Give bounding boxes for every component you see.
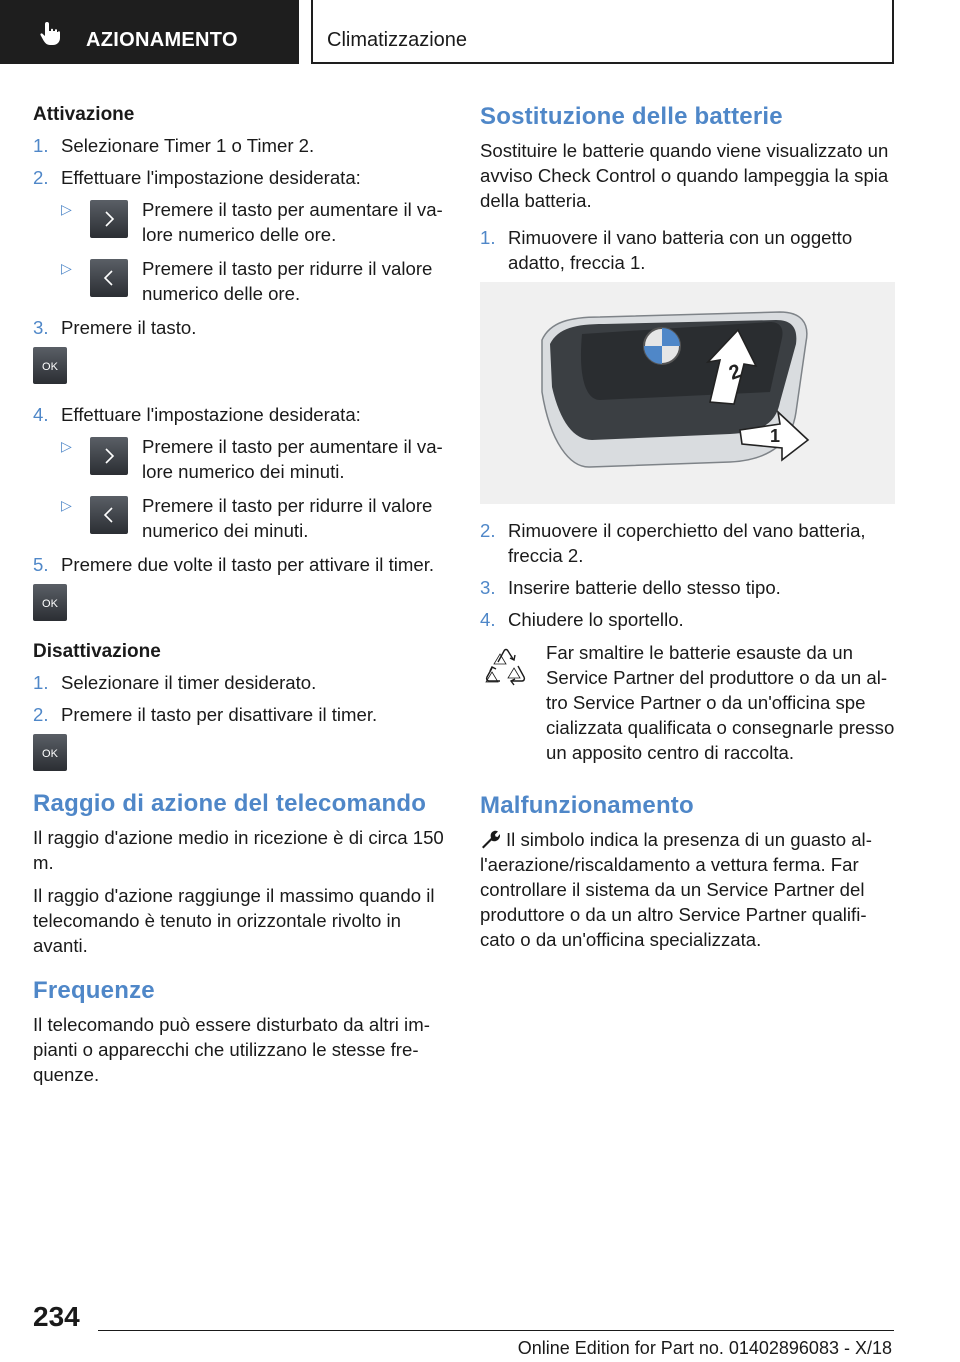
hand-pointer-icon — [38, 20, 64, 46]
activation-title: Attivazione — [33, 104, 135, 125]
ok-button-icon — [33, 584, 67, 621]
battery-heading: Sostituzione delle batterie — [480, 103, 783, 130]
bullet-item: ▷ Premere il tasto per ridurre il valore numerico dei minuti. — [61, 495, 433, 541]
ok-button-icon — [33, 347, 67, 384]
malfunction-paragraph — [480, 827, 895, 952]
list-item: 4. Effettuare l'impostazione desiderata: — [33, 404, 361, 425]
ok-label: OK — [42, 598, 58, 610]
recycling-text-continued: cializzata qualificata o consegnarle presso un apposito centro di raccolta. — [546, 717, 895, 763]
bullet-item: ▷ Premere il tasto per aumentare il valore numerico dei minuti. — [61, 436, 443, 482]
topic-header — [311, 0, 894, 64]
key-fob-illustration — [480, 282, 895, 504]
chevron-right-button-icon — [90, 437, 128, 475]
recycling-note — [480, 640, 895, 765]
recycle-icon — [480, 642, 532, 694]
malfunction-heading: Malfunzionamento — [480, 792, 694, 819]
range-paragraph: Il raggio d'azione medio in ricezione è di circa 150 m. — [33, 827, 444, 873]
list-item: 1. Selezionare il timer desiderato. — [33, 672, 317, 693]
list-item: 2. Premere il tasto per disattivare il timer. — [33, 704, 378, 725]
footer-divider — [98, 1330, 894, 1331]
chevron-left-button-icon — [90, 259, 128, 297]
list-item: 2. Rimuovere il coperchietto del vano batteria, freccia 2. — [480, 520, 866, 566]
arrow-2-label: 2 — [726, 360, 745, 385]
edition-note: Online Edition for Part no. 01402896083 - X/18 — [517, 1338, 892, 1358]
page-number: 234 — [33, 1301, 80, 1332]
triangle-bullet-icon: ▷ — [61, 438, 72, 454]
frequency-paragraph: Il telecomando può essere disturbato da altri impianti o apparecchi che utilizzano le stesse frequenze. — [33, 1014, 430, 1085]
triangle-bullet-icon: ▷ — [61, 497, 72, 513]
deactivation-title: Disattivazione — [33, 641, 161, 662]
section-tab — [0, 0, 299, 64]
list-item: 2. Effettuare l'impostazione desiderata: — [33, 167, 361, 188]
topic-label: Climatizzazione — [327, 29, 468, 51]
list-item: 4. Chiudere lo sportello. — [480, 609, 684, 630]
battery-intro: Sostituire le batterie quando viene visualizzato un avviso Check Control o quando lampeggia la spia della batteria. — [480, 140, 889, 211]
list-item: 3. Inserire batterie dello stesso tipo. — [480, 577, 781, 598]
wrench-icon — [480, 829, 500, 849]
recycling-text: Far smaltire le batterie esauste da un Service Partner del produttore o da un altro Service Partner o da un'officina spe — [546, 642, 888, 713]
list-item: 1. Rimuovere il vano batteria con un oggetto adatto, freccia 1. — [480, 227, 853, 273]
ok-label: OK — [42, 361, 58, 373]
bullet-item: ▷ Premere il tasto per ridurre il valore numerico delle ore. — [61, 258, 433, 304]
ok-button-icon — [33, 734, 67, 771]
range-heading: Raggio di azione del telecomando — [33, 790, 427, 817]
list-item: 5. Premere due volte il tasto per attivare il timer. — [33, 554, 435, 575]
range-paragraph: Il raggio d'azione raggiunge il massimo quando il telecomando è tenuto in orizzontale rivolto in avanti. — [33, 885, 435, 956]
list-item: 3. Premere il tasto. — [33, 317, 197, 338]
bullet-item: ▷ Premere il tasto per aumentare il valore numerico delle ore. — [61, 199, 443, 245]
frequency-heading: Frequenze — [33, 977, 155, 1004]
chevron-right-button-icon — [90, 200, 128, 238]
list-item: 1. Selezionare Timer 1 o Timer 2. — [33, 135, 315, 156]
malfunction-text: Il simbolo indica la presenza di un guasto all'aerazione/riscaldamento a vettura ferma. Far controllare il sistema da un Service Partner del produttore o da un altro Service Partner qualificato o da un'officina specializzata. — [480, 829, 872, 950]
section-label: AZIONAMENTO — [86, 29, 238, 51]
right-column — [480, 102, 895, 960]
chevron-left-button-icon — [90, 496, 128, 534]
triangle-bullet-icon: ▷ — [61, 260, 72, 276]
arrow-1-label: 1 — [770, 426, 781, 446]
triangle-bullet-icon: ▷ — [61, 201, 72, 217]
left-column — [33, 102, 445, 1095]
ok-label: OK — [42, 748, 58, 760]
